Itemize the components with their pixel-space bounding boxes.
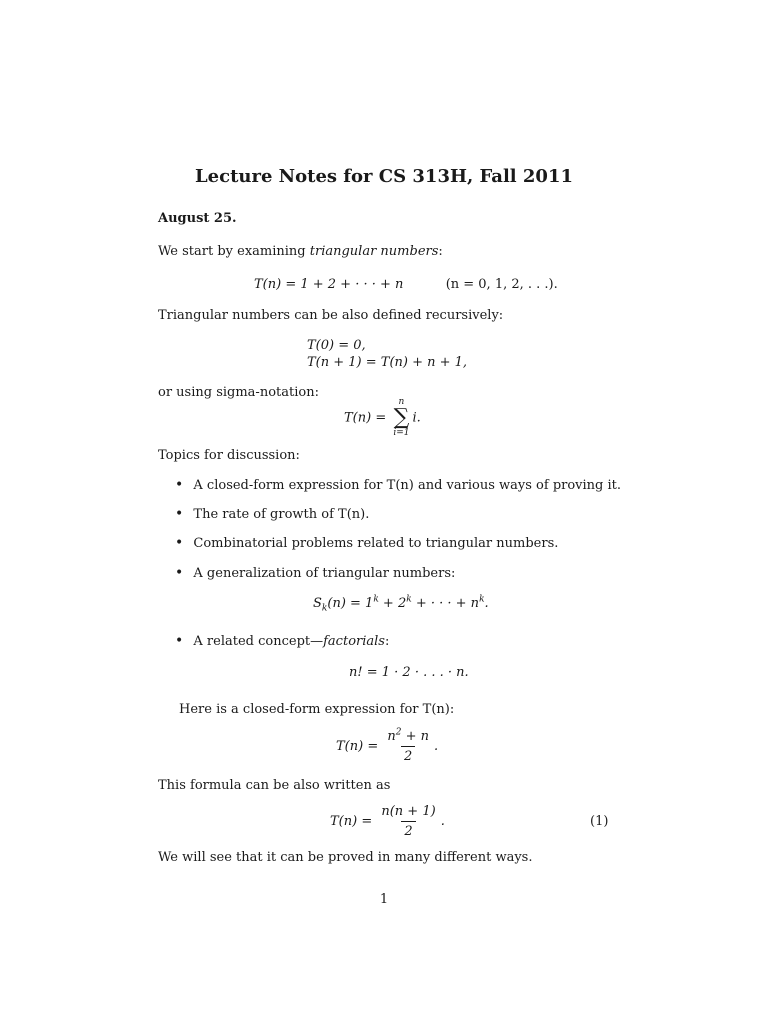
bullet-2-text: The rate of growth of T(n). — [193, 507, 370, 522]
equation-1 — [330, 805, 445, 838]
bullet-symbol: • — [175, 477, 184, 493]
equation-number: (1) — [590, 814, 609, 829]
gen-sup-3: k — [479, 594, 485, 605]
eq1-lhs: T(n) = — [330, 814, 377, 829]
page-number: 1 — [379, 892, 389, 907]
bullet-symbol: • — [175, 535, 184, 551]
sum-equation-lhs: T(n) = 1 + 2 + · · · + n — [254, 277, 404, 292]
page-title: Lecture Notes for CS 313H, Fall 2011 — [195, 166, 573, 187]
gen-sup-1: k — [373, 594, 379, 605]
closing-text: We will see that it can be proved in many different ways. — [158, 850, 533, 865]
generalization-equation — [313, 594, 489, 614]
closed-form-lhs: T(n) = — [336, 739, 383, 754]
numerator-rest: + n — [401, 729, 429, 744]
closed-form-end: . — [434, 739, 439, 754]
gen-plus: + 2 — [378, 596, 407, 611]
factorial-suffix: : — [384, 634, 390, 649]
recursive-line-2: T(n + 1) = T(n) + n + 1, — [307, 355, 468, 370]
bullet-3 — [175, 536, 558, 550]
sigma-upper-limit: n — [398, 397, 405, 407]
intro-emphasis: triangular numbers — [309, 244, 439, 259]
closed-form-denominator: 2 — [401, 746, 415, 763]
intro-paragraph — [158, 245, 443, 258]
closed-form-text: Here is a closed-form expression for T(n): — [179, 702, 455, 717]
factorial-prefix: A related concept— — [193, 634, 324, 649]
sum-equation-range: (n = 0, 1, 2, . . .). — [445, 277, 558, 292]
bullet-symbol: • — [175, 633, 184, 649]
gen-lhs: S — [313, 596, 322, 611]
bullet-4 — [175, 566, 455, 580]
gen-sup-2: k — [406, 594, 412, 605]
bullet-1-text: A closed-form expression for T(n) and various ways of proving it. — [193, 478, 622, 493]
bullet-1 — [175, 478, 621, 492]
date-heading: August 25. — [158, 211, 237, 226]
recursive-text: Triangular numbers can be also defined recursively: — [158, 308, 504, 323]
eq1-end: . — [440, 814, 445, 829]
bullet-3-text: Combinatorial problems related to triangular numbers. — [193, 536, 559, 551]
sum-equation — [254, 278, 558, 291]
recursive-line-1: T(0) = 0, — [307, 338, 366, 353]
bullet-2 — [175, 507, 369, 521]
closed-form-equation — [336, 727, 439, 764]
intro-suffix: : — [438, 244, 443, 259]
numerator-base: n — [387, 729, 396, 744]
eq1-numerator: n(n + 1) — [381, 804, 436, 819]
sigma-body: i. — [412, 410, 421, 426]
sigma-lhs: T(n) = — [344, 410, 391, 426]
sigma-text: or using sigma-notation: — [158, 385, 319, 400]
intro-prefix: We start by examining — [158, 244, 310, 259]
gen-end: . — [484, 596, 489, 611]
also-written-text: This formula can be also written as — [158, 778, 391, 793]
eq1-denominator: 2 — [401, 821, 415, 838]
topics-heading: Topics for discussion: — [158, 448, 300, 463]
factorial-emphasis: factorials — [323, 634, 385, 649]
eq1-fraction — [378, 805, 438, 838]
gen-sub: k — [321, 603, 328, 614]
bullet-5 — [175, 634, 389, 648]
closed-form-fraction — [384, 727, 432, 764]
bullet-symbol: • — [175, 565, 184, 581]
gen-mid: (n) = 1 — [327, 596, 374, 611]
numerator-sup: 2 — [395, 727, 402, 738]
closed-form-numerator — [384, 727, 432, 746]
sigma-symbol: ∑ — [393, 405, 410, 430]
gen-rest: + · · · + n — [411, 596, 480, 611]
sigma-equation — [344, 398, 421, 438]
bullet-4-text: A generalization of triangular numbers: — [193, 566, 456, 581]
factorial-equation: n! = 1 · 2 · . . . · n. — [349, 665, 469, 680]
bullet-symbol: • — [175, 506, 184, 522]
sigma-lower-limit: i=1 — [393, 428, 410, 438]
sigma-operator — [393, 398, 409, 438]
